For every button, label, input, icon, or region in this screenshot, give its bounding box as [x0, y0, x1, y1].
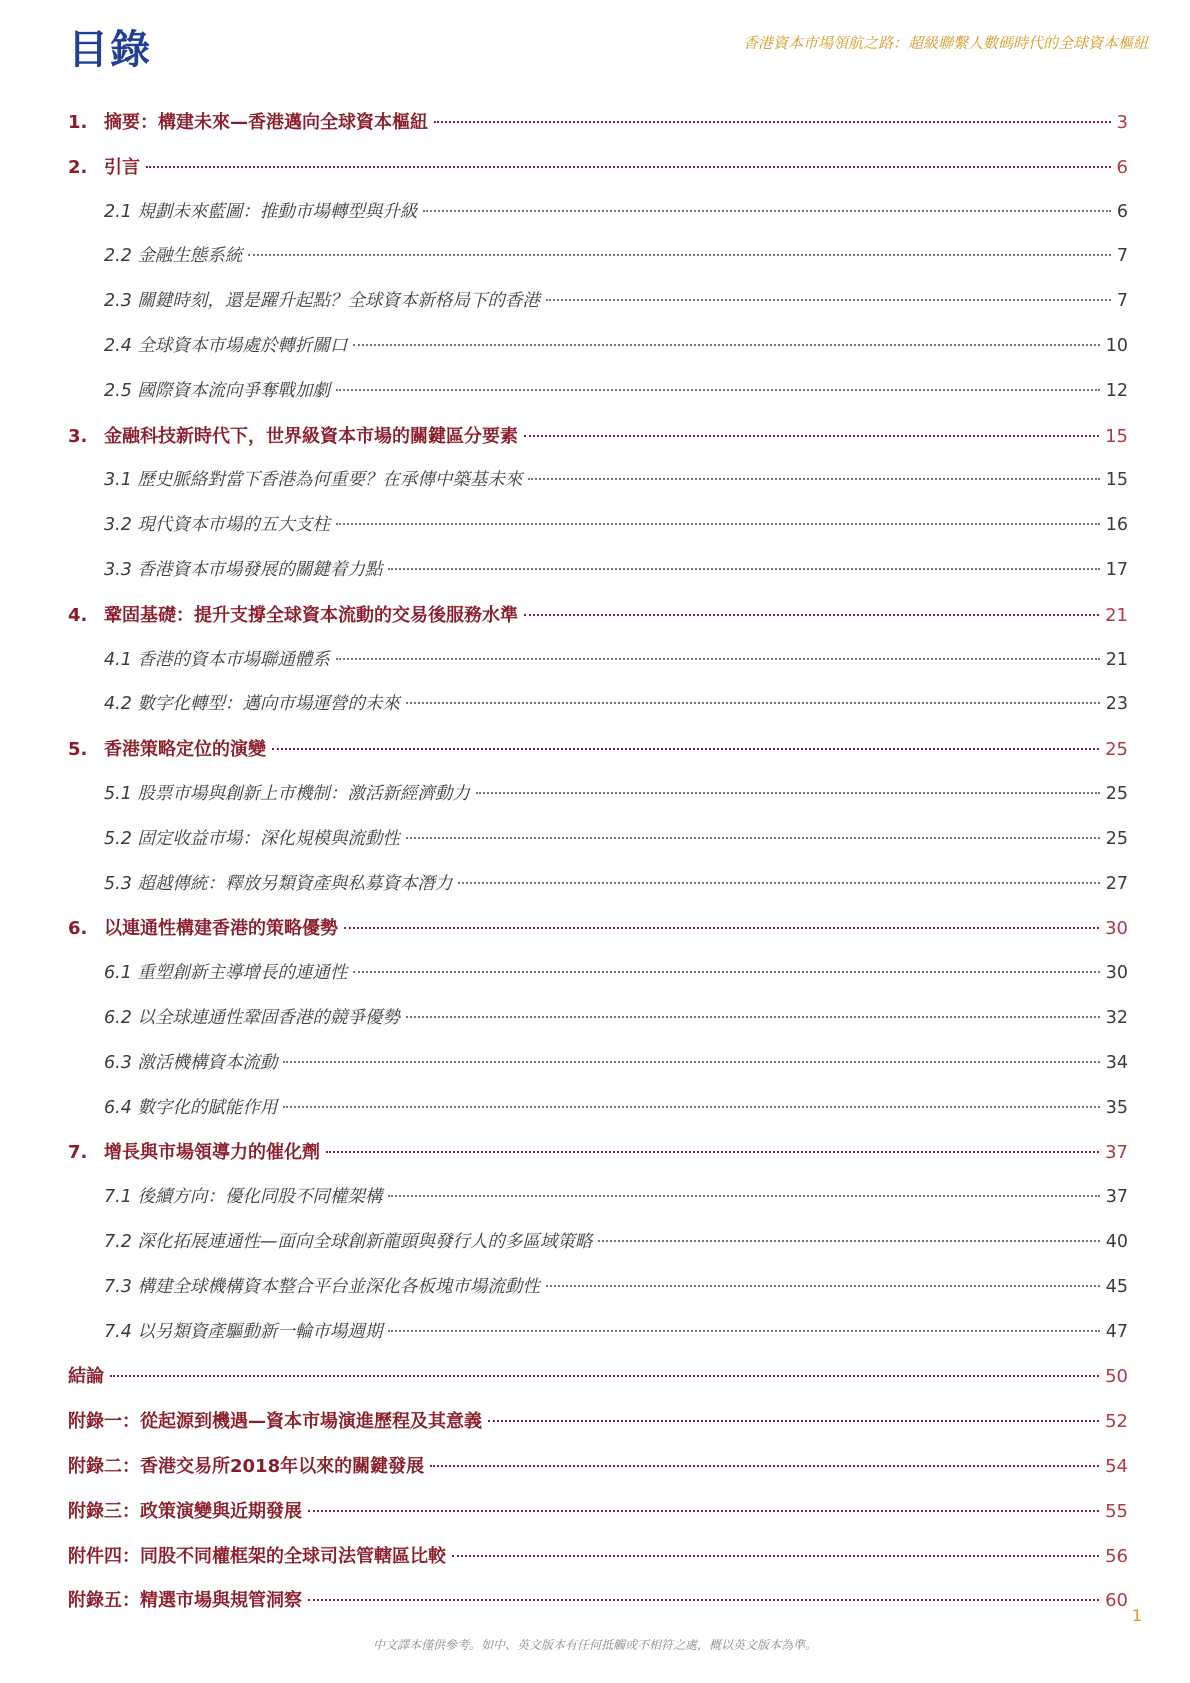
toc-entry-title: 2.2 金融生態系統 [104, 246, 243, 267]
toc-entry-title: 6.3 激活機構資本流動 [104, 1052, 278, 1073]
toc-entry-title: 金融科技新時代下，世界級資本市場的關鍵區分要素 [104, 425, 518, 447]
toc-entry[interactable] [68, 511, 1128, 556]
leader-dots [308, 1598, 1099, 1601]
leader-dots [546, 298, 1111, 301]
toc-entry[interactable] [68, 1542, 1128, 1587]
toc-entry-title: 6.4 數字化的賦能作用 [104, 1097, 278, 1118]
toc-entry-page: 60 [1105, 1590, 1128, 1612]
toc-entry-page: 7 [1116, 246, 1128, 267]
toc-entry-title: 3.1 歷史脈絡對當下香港為何重要？在承傳中築基未來 [104, 470, 523, 491]
toc-entry[interactable] [68, 1273, 1128, 1318]
toc-entry-page: 55 [1105, 1500, 1128, 1522]
toc-entry-title: 5.1 股票市場與創新上市機制：激活新經濟動力 [104, 783, 470, 804]
toc-entry-title: 附錄五：精選市場與規管洞察 [68, 1590, 302, 1612]
toc-entry-title: 增長與市場領導力的催化劑 [104, 1142, 320, 1164]
toc-entry-number: 1. [68, 112, 88, 133]
leader-dots [430, 1464, 1099, 1467]
leader-dots [283, 1060, 1099, 1063]
toc-entry-title: 2.1 規劃未來藍圖：推動市場轉型與升級 [104, 201, 418, 222]
toc-entry[interactable] [68, 198, 1128, 243]
toc-entry-title: 摘要：構建未來—香港邁向全球資本樞紐 [104, 112, 428, 133]
toc-entry-title: 附錄三：政策演變與近期發展 [68, 1500, 302, 1522]
toc-entry-page: 7 [1116, 291, 1128, 312]
toc-entry-title: 7.3 構建全球機構資本整合平台並深化各板塊市場流動性 [104, 1276, 540, 1297]
toc-entry-page: 21 [1105, 649, 1128, 670]
toc-entry[interactable] [68, 601, 1128, 646]
toc-entry-title: 香港策略定位的演變 [104, 739, 266, 761]
leader-dots [488, 1419, 1099, 1422]
toc-entry-page: 34 [1105, 1052, 1128, 1073]
toc-entry-page: 35 [1105, 1097, 1128, 1118]
toc-entry[interactable] [68, 242, 1128, 287]
toc-entry[interactable] [68, 735, 1128, 780]
leader-dots [434, 120, 1111, 123]
toc-entry[interactable] [68, 1094, 1128, 1139]
leader-dots [546, 1284, 1100, 1287]
toc-entry-title: 附件四：同股不同權框架的全球司法管轄區比較 [68, 1545, 446, 1567]
toc-entry-title: 6.1 重塑創新主導增長的連通性 [104, 963, 348, 984]
leader-dots [476, 791, 1100, 794]
leader-dots [388, 567, 1099, 570]
toc-entry-number: 5. [68, 739, 88, 761]
toc-entry[interactable] [68, 870, 1128, 915]
toc-entry-page: 50 [1105, 1366, 1128, 1388]
toc-entry-title: 2.4 全球資本市場處於轉折關口 [104, 335, 348, 356]
toc-entry-title: 6.2 以全球連通性鞏固香港的競爭優勢 [104, 1007, 400, 1028]
toc-entry-page: 30 [1105, 918, 1128, 940]
toc-entry-number: 6. [68, 918, 88, 940]
toc-entry[interactable] [68, 1138, 1128, 1183]
toc-entry-title: 2.3 關鍵時刻，還是躍升起點？全球資本新格局下的香港 [104, 291, 540, 312]
toc-entry-page: 23 [1105, 694, 1128, 715]
toc-entry-page: 54 [1105, 1455, 1128, 1477]
toc-entry-page: 37 [1105, 1187, 1128, 1208]
toc-entry[interactable] [68, 1228, 1128, 1273]
toc-entry-title: 3.2 現代資本市場的五大支柱 [104, 515, 330, 536]
report-subtitle: 香港資本市場領航之路：超級聯繫人數碼時代的全球資本樞紐 [742, 34, 1148, 52]
leader-dots [406, 1015, 1100, 1018]
toc-entry[interactable] [68, 1362, 1128, 1407]
toc-entry-page: 17 [1105, 559, 1128, 580]
toc-entry[interactable] [68, 1183, 1128, 1228]
toc-entry[interactable] [68, 287, 1128, 332]
toc-entry-page: 15 [1105, 470, 1128, 491]
leader-dots [336, 657, 1100, 660]
leader-dots [452, 1554, 1099, 1557]
toc-entry-title: 4.2 數字化轉型：邁向市場運營的未來 [104, 694, 400, 715]
toc-entry-page: 27 [1105, 873, 1128, 894]
toc-entry-page: 52 [1105, 1411, 1128, 1433]
leader-dots [344, 926, 1099, 929]
toc-entry-page: 47 [1105, 1321, 1128, 1342]
toc-entry-page: 3 [1116, 112, 1128, 133]
toc-entry-number: 4. [68, 604, 88, 626]
toc-entry-title: 附錄一：從起源到機遇—資本市場演進歷程及其意義 [68, 1411, 482, 1433]
toc-entry[interactable] [68, 1004, 1128, 1049]
leader-dots [524, 434, 1099, 437]
toc-entry-title: 5.3 超越傳統：釋放另類資產與私募資本潛力 [104, 873, 453, 894]
leader-dots [528, 477, 1099, 480]
toc-entry[interactable] [68, 153, 1128, 198]
toc-entry-title: 以連通性構建香港的策略優勢 [104, 918, 338, 940]
toc-entry[interactable] [68, 466, 1128, 511]
toc-entry[interactable] [68, 556, 1128, 601]
toc-entry-page: 15 [1105, 425, 1128, 447]
toc-entry-title: 鞏固基礎：提升支撐全球資本流動的交易後服務水準 [104, 604, 518, 626]
leader-dots [146, 165, 1111, 168]
leader-dots [248, 253, 1110, 256]
toc-entry-page: 25 [1105, 783, 1128, 804]
toc-entry-page: 6 [1116, 156, 1128, 178]
toc-entry-title: 7.4 以另類資產驅動新一輪市場週期 [104, 1321, 383, 1342]
toc-entry[interactable] [68, 690, 1128, 735]
toc-entry[interactable] [68, 780, 1128, 825]
leader-dots [423, 209, 1110, 212]
toc-entry[interactable] [68, 646, 1128, 691]
toc-entry-page: 32 [1105, 1007, 1128, 1028]
toc-entry-title: 附錄二：香港交易所2018年以來的關鍵發展 [68, 1455, 425, 1477]
toc-entry[interactable] [68, 1586, 1128, 1631]
toc-entry[interactable] [68, 914, 1128, 959]
leader-dots [388, 1194, 1099, 1197]
toc-entry-title: 結論 [68, 1366, 104, 1388]
toc-entry-page: 21 [1105, 604, 1128, 626]
toc-entry-page: 12 [1105, 380, 1128, 401]
toc-entry-number: 2. [68, 156, 88, 178]
toc-entry[interactable] [68, 332, 1128, 377]
toc-entry-title: 4.1 香港的資本市場聯通體系 [104, 649, 330, 670]
toc-entry-page: 25 [1105, 828, 1128, 849]
toc-entry[interactable] [68, 422, 1128, 467]
leader-dots [353, 343, 1099, 346]
leader-dots [336, 522, 1100, 525]
toc-entry-title: 引言 [104, 156, 140, 178]
toc-entry[interactable] [68, 108, 1128, 153]
toc-entry-page: 6 [1116, 201, 1128, 222]
toc-entry-title: 3.3 香港資本市場發展的關鍵着力點 [104, 559, 383, 580]
toc-entry-number: 3. [68, 425, 88, 447]
toc-entry[interactable] [68, 1318, 1128, 1363]
leader-dots [458, 881, 1099, 884]
toc-entry[interactable] [68, 377, 1128, 422]
toc-entry-number: 7. [68, 1142, 88, 1164]
toc-entry-title: 7.2 深化拓展連通性—面向全球創新龍頭與發行人的多區域策略 [104, 1231, 593, 1252]
page-title: 目錄 [68, 27, 152, 73]
toc-entry-page: 30 [1105, 963, 1128, 984]
footer-disclaimer: 中文譯本僅供參考。如中、英文版本有任何抵觸或不相符之處，概以英文版本為準。 [372, 1638, 817, 1652]
toc-entry[interactable] [68, 1407, 1128, 1452]
leader-dots [272, 747, 1099, 750]
toc-entry[interactable] [68, 1049, 1128, 1094]
toc-entry[interactable] [68, 1452, 1128, 1497]
table-of-contents [68, 108, 1128, 1631]
toc-entry-page: 45 [1105, 1276, 1128, 1297]
toc-entry-page: 56 [1105, 1545, 1128, 1567]
toc-entry-page: 16 [1105, 515, 1128, 536]
toc-entry-title: 5.2 固定收益市場：深化規模與流動性 [104, 828, 400, 849]
toc-entry-title: 7.1 後續方向：優化同股不同權架構 [104, 1187, 383, 1208]
leader-dots [598, 1239, 1099, 1242]
leader-dots [524, 613, 1099, 616]
leader-dots [326, 1150, 1099, 1153]
leader-dots [353, 970, 1099, 973]
leader-dots [308, 1509, 1099, 1512]
toc-entry-page: 37 [1105, 1142, 1128, 1164]
leader-dots [336, 388, 1100, 391]
page-number: 1 [1131, 1606, 1142, 1625]
toc-entry-page: 10 [1105, 335, 1128, 356]
leader-dots [283, 1105, 1099, 1108]
toc-entry-page: 40 [1105, 1231, 1128, 1252]
leader-dots [406, 701, 1100, 704]
toc-entry[interactable] [68, 959, 1128, 1004]
leader-dots [406, 836, 1100, 839]
toc-entry-title: 2.5 國際資本流向爭奪戰加劇 [104, 380, 330, 401]
leader-dots [388, 1329, 1099, 1332]
leader-dots [110, 1374, 1099, 1377]
toc-entry[interactable] [68, 825, 1128, 870]
toc-entry-page: 25 [1105, 739, 1128, 761]
toc-entry[interactable] [68, 1497, 1128, 1542]
